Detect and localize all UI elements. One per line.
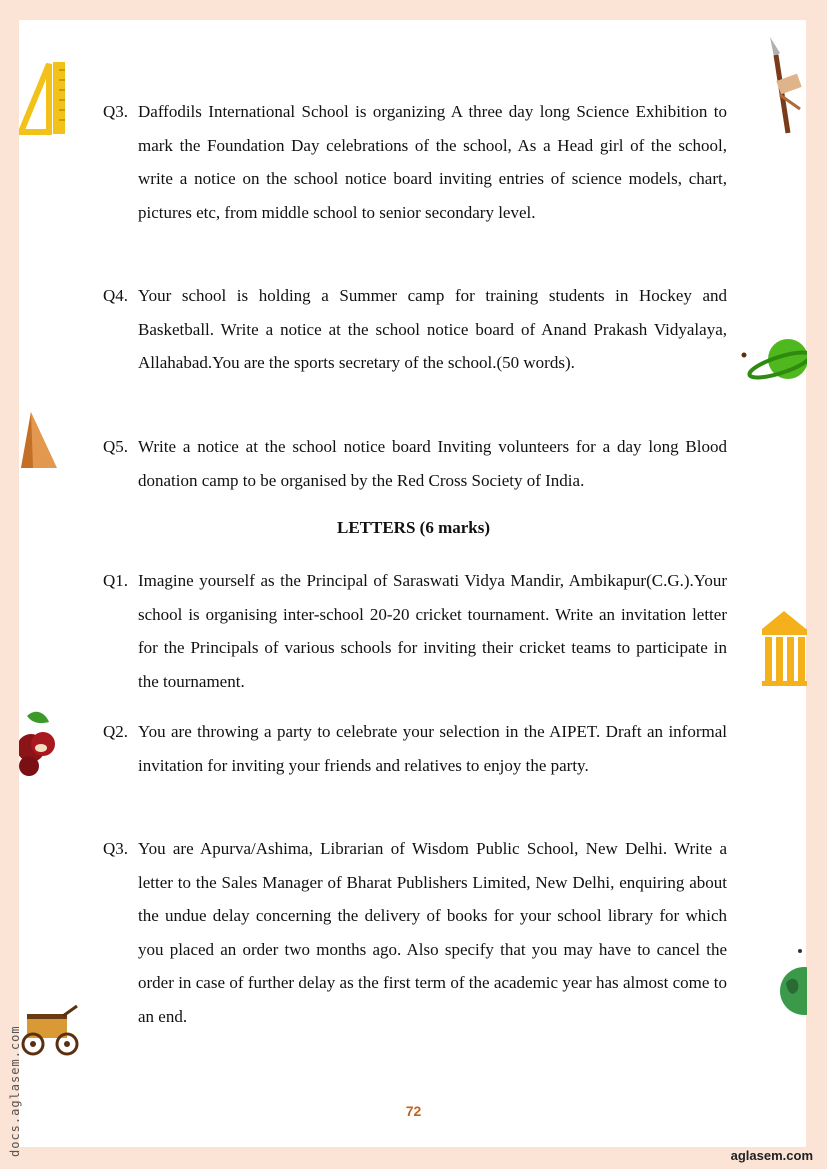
section-heading: LETTERS (6 marks) [336,518,491,537]
question-text: Imagine yourself as the Principal of Saraswati Vidya Mandir, Ambikapur(C.G.).Your school is organising inter-school 20-20 cricket tournament. Write an invitation letter for the Principals of various schools for inviting their cricket teams to participate in the tournament. [138,571,727,691]
pyramid-icon [19,410,59,470]
vertical-watermark: docs.aglasem.com [8,1025,22,1157]
apple-icon [19,708,57,778]
question-number: Q2. [103,722,129,741]
question-number: Q5. [103,437,129,456]
question-block [103,95,727,229]
question-number: Q3. [103,102,129,121]
page-number: 72 [405,1103,422,1119]
question-block [103,430,727,497]
question-text: You are Apurva/Ashima, Librarian of Wisdom Public School, New Delhi. Write a letter to the Sales Manager of Bharat Publishers Limited, New Delhi, enquiring about the undue delay concerning the delivery of books for your school library for which you placed an order two months ago. Also specify that you may have to cancel the order in case of further delay as the first term of the academic year has almost come to an end. [138,839,727,1026]
question-block [103,715,727,782]
temple-icon [760,607,807,687]
globe-icon [776,945,807,1020]
spear-icon [766,35,806,135]
question-number: Q1. [103,571,129,590]
saturn-icon [740,335,807,385]
question-text: Write a notice at the school notice board Inviting volunteers for a day long Blood donation camp to be organised by the Red Cross Society of India. [138,437,727,490]
ruler-icon [19,58,69,136]
cart-icon [19,1000,83,1058]
question-block [103,832,727,1034]
site-name: aglasem.com [730,1148,813,1163]
question-number: Q4. [103,286,129,305]
question-text: Daffodils International School is organizing A three day long Science Exhibition to mark the Foundation Day celebrations of the school, As a Head girl of the school, write a notice on the school notice board inviting entries of science models, chart, pictures etc, from middle school to senior secondary level. [138,102,727,222]
question-block [103,564,727,698]
question-text: Your school is holding a Summer camp for training students in Hockey and Basketball. Write a notice at the school notice board of Anand Prakash Vidyalaya, Allahabad.You are the sports secretary of the school.(50 words). [138,286,727,373]
question-block [103,279,727,380]
question-text: You are throwing a party to celebrate your selection in the AIPET. Draft an informal invitation for inviting your friends and relatives to enjoy the party. [138,722,727,775]
question-number: Q3. [103,839,129,858]
